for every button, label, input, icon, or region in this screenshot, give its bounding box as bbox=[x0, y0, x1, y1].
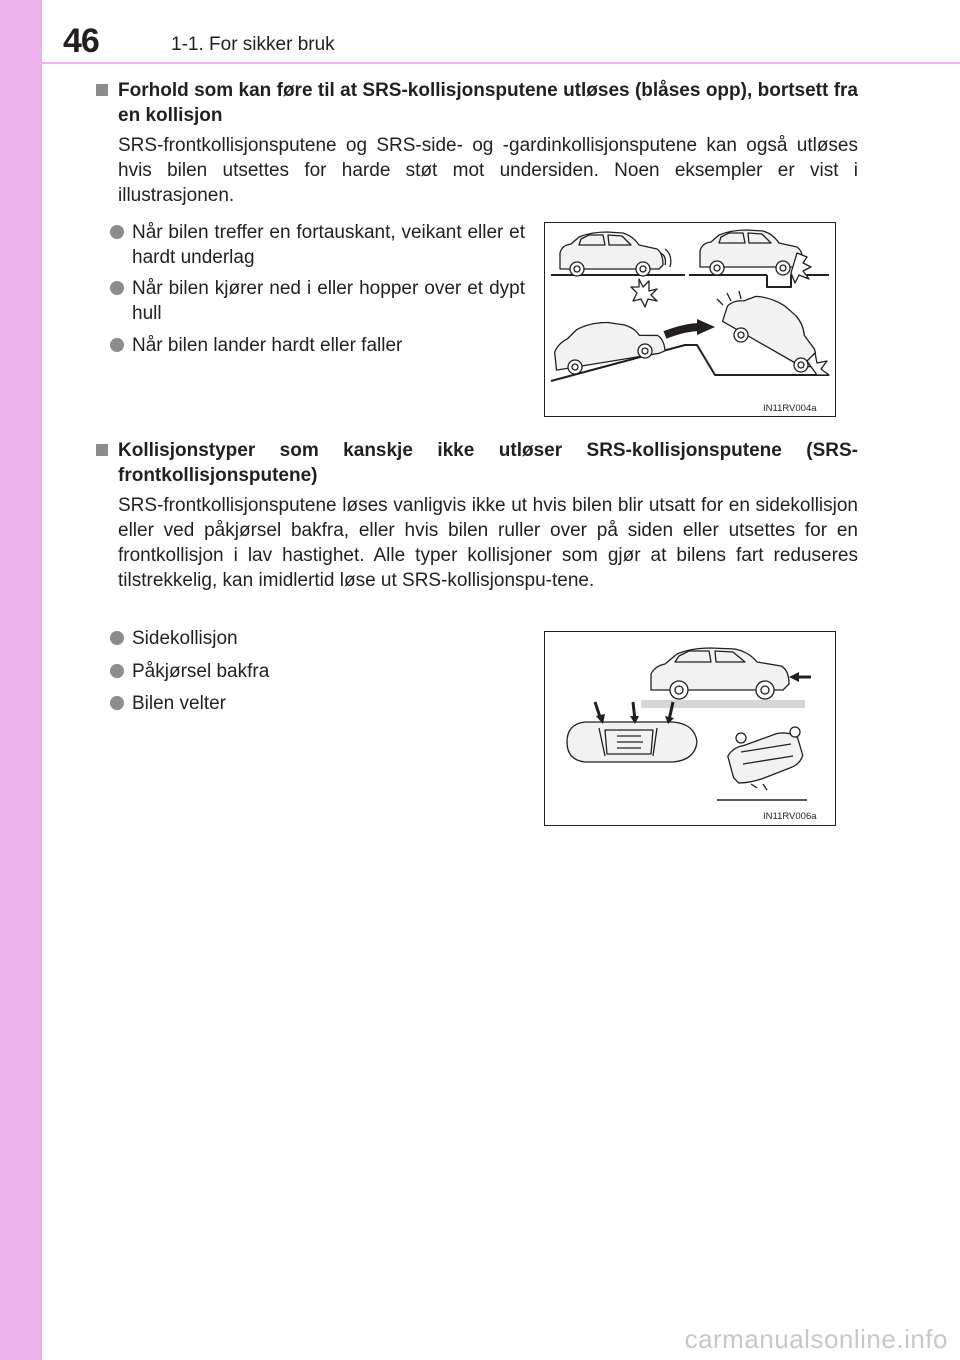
side-color-strip bbox=[0, 0, 42, 1360]
bullet-dot-icon bbox=[110, 631, 124, 645]
heading-square-icon bbox=[96, 444, 108, 456]
section2-bullet-2: Påkjørsel bakfra bbox=[132, 659, 462, 684]
figure-code: IN11RV006a bbox=[763, 811, 817, 822]
figure-code: IN11RV004a bbox=[763, 403, 817, 414]
section1-bullet-1: Når bilen treffer en fortauskant, veikant eller et hardt underlag bbox=[132, 220, 525, 270]
bullet-dot-icon bbox=[110, 225, 124, 239]
header-divider bbox=[42, 62, 960, 64]
heading-square-icon bbox=[96, 84, 108, 96]
section1-bullet-2: Når bilen kjører ned i eller hopper over et dypt hull bbox=[132, 276, 525, 326]
section-title: 1-1. For sikker bruk bbox=[171, 34, 335, 55]
underbody-impact-drawing bbox=[545, 223, 835, 416]
section2-bullet-3: Bilen velter bbox=[132, 691, 462, 716]
section2-bullet-1: Sidekollisjon bbox=[132, 626, 462, 651]
section2-body: SRS-frontkollisjonsputene løses vanligvis ikke ut hvis bilen blir utsatt for en sidekollisjon eller ved påkjørsel bakfra, eller hvis bilen ruller over på siden eller utsettes for en frontkollisjon i lav hastighet. Alle typer kollisjoner som gjør at bilens fart reduseres tilstrekkelig, kan imidlertid løse ut SRS-kollisjonspu-tene. bbox=[118, 495, 858, 591]
bullet-dot-icon bbox=[110, 338, 124, 352]
section1-body: SRS-frontkollisjonsputene og SRS-side- og -gardinkollisjonsputene kan også utløses hvis bilen utsettes for harde støt mot undersiden. Noen eksempler er vist i illustrasjonen. bbox=[118, 135, 858, 206]
collision-types-drawing bbox=[545, 632, 835, 825]
bullet-dot-icon bbox=[110, 281, 124, 295]
bullet-dot-icon bbox=[110, 696, 124, 710]
section1-bullet-3: Når bilen lander hardt eller faller bbox=[132, 333, 525, 358]
illustration-underbody-impacts bbox=[544, 222, 836, 417]
section2-heading: Kollisjonstyper som kanskje ikke utløser SRS-kollisjonsputene (SRS-frontkollisjonsputene) bbox=[118, 438, 858, 488]
illustration-non-deploy-collisions bbox=[544, 631, 836, 826]
page-number: 46 bbox=[63, 22, 99, 60]
footer-watermark: carmanualsonline.info bbox=[684, 1324, 948, 1354]
bullet-dot-icon bbox=[110, 664, 124, 678]
section1-heading: Forhold som kan føre til at SRS-kollisjonsputene utløses (blåses opp), bortsett fra en kollisjon bbox=[118, 78, 858, 128]
